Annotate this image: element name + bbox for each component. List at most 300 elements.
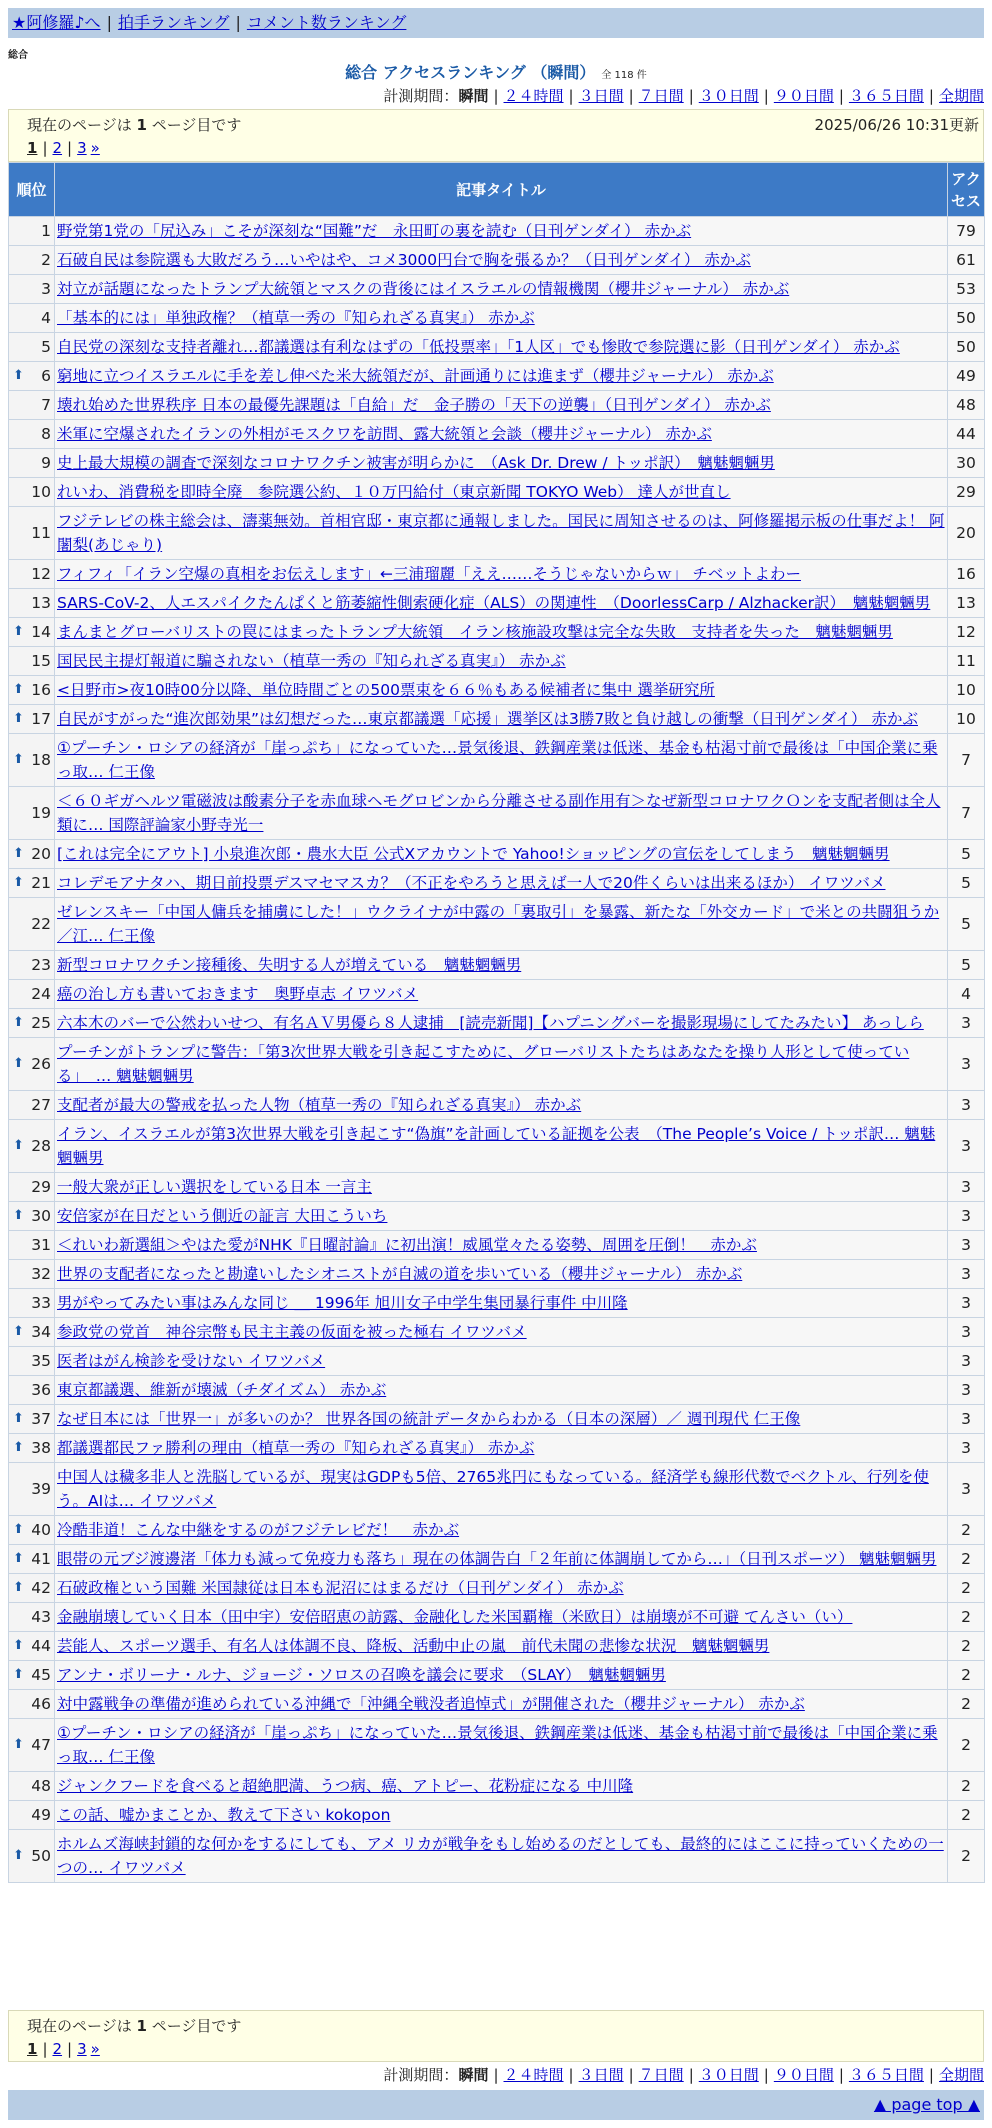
table-row [9,478,985,507]
access-count: 13 [948,589,985,618]
pagination: 1 | 2 | 3 » [27,139,100,157]
period-90d-link[interactable]: ９０日間 [773,2066,834,2084]
article-link[interactable]: 安倍家が在日だという側近の証言 大田こういち [57,1207,388,1225]
table-row [9,1173,985,1202]
period-current: 瞬間 [458,87,489,105]
rank-cell [9,951,55,980]
rank-cell [9,1289,55,1318]
article-link[interactable]: SARS-CoV-2、人エスパイクたんぱくと筋萎縮性側索硬化症（ALS）の関連性 （DoorlessCarp / Alzhacker訳） 魑魅魍魎男 [57,594,931,612]
title-cell [55,246,948,275]
article-link[interactable]: 東京都議選、維新が壊滅（チダイズム） 赤かぶ [57,1381,387,1399]
title-cell [55,705,948,734]
period-7d-link[interactable]: ７日間 [638,2066,684,2084]
rank-number: 10 [31,483,51,501]
rank-number: 26 [31,1055,51,1073]
table-row [9,1009,985,1038]
access-count: 2 [948,1719,985,1772]
title-cell [55,362,948,391]
rank-number: 43 [31,1608,51,1626]
rank-number: 33 [31,1294,51,1312]
title-cell [55,333,948,362]
article-link[interactable]: 国民民主提灯報道に騙されない（植草一秀の『知られざる真実』） 赤かぶ [57,652,566,670]
rank-cell [9,560,55,589]
rank-number: 16 [31,681,51,699]
table-row [9,1719,985,1772]
rank-number: 34 [31,1323,51,1341]
article-link[interactable]: 一般大衆が正しい選択をしている日本 一言主 [57,1178,372,1196]
header-rank: 順位 [9,163,55,217]
article-link[interactable]: フジテレビの株主総会は、濤薬無効。首相官邸・東京都に通報しました。国民に周知させるのは、阿修羅掲示板の仕事だよ！ 阿闍梨(あじゃり) [57,512,945,554]
rank-number: 41 [31,1550,51,1568]
next-page-link[interactable]: » [90,139,100,157]
table-row [9,1318,985,1347]
rank-up-arrow-icon: ⬆ [13,1522,24,1537]
article-link[interactable]: ジャンクフードを食べると超絶肥満、うつ病、癌、アトピー、花粉症になる 中川隆 [57,1777,634,1795]
title-cell [55,391,948,420]
article-link[interactable]: この話、嘘かまことか、教えて下さい kokopon [57,1806,391,1824]
table-row [9,1690,985,1719]
table-row [9,217,985,246]
rank-number: 44 [31,1637,51,1655]
table-row [9,676,985,705]
period-all-link[interactable]: 全期間 [938,87,984,105]
access-count: 49 [948,362,985,391]
access-count: 3 [948,1202,985,1231]
rank-cell [9,1038,55,1091]
article-link[interactable]: ①プーチン・ロシアの経済が「崖っぷち」になっていた…景気後退、鉄鋼産業は低迷、基金も枯渇寸前で最後は「中国企業に乗っ取… 仁王像 [57,1724,938,1766]
rank-number: 6 [41,367,51,385]
table-row [9,1463,985,1516]
table-row [9,507,985,560]
article-link[interactable]: ゼレンスキー「中国人傭兵を捕虜にした！」ウクライナが中露の「裏取引」を暴露、新たな「外交カード」で米との共闘狙うか／江… 仁王像 [57,903,940,945]
rank-up-arrow-icon: ⬆ [13,1638,24,1653]
rank-up-arrow-icon: ⬆ [13,1580,24,1595]
rank-cell [9,1405,55,1434]
access-count: 29 [948,478,985,507]
article-link[interactable]: 都議選都民ファ勝利の理由（植草一秀の『知られざる真実』） 赤かぶ [57,1439,535,1457]
category-label: 総合 [8,50,28,61]
table-row [9,362,985,391]
title-cell [55,1038,948,1091]
page-1-current: 1 [27,2040,38,2058]
rank-up-arrow-icon: ⬆ [13,1015,24,1030]
rank-cell [9,676,55,705]
title-cell [55,951,948,980]
article-link[interactable]: 対立が話題になったトランプ大統領とマスクの背後にはイスラエルの情報機関（櫻井ジャーナル） 赤かぶ [57,280,790,298]
access-count: 7 [948,734,985,787]
period-365d-link[interactable]: ３６５日間 [848,87,924,105]
title-cell [55,1632,948,1661]
rank-number: 49 [31,1806,51,1824]
rank-number: 31 [31,1236,51,1254]
period-90d-link[interactable]: ９０日間 [773,87,834,105]
rank-number: 27 [31,1096,51,1114]
article-link[interactable]: イラン、イスラエルが第3次世界大戦を引き起こす“偽旗”を計画している証拠を公表 （The People’s Voice / トッポ訳… 魑魅魍魎男 [57,1125,936,1167]
title-cell [55,1289,948,1318]
article-link[interactable]: 新型コロナワクチン接種後、失明する人が増えている 魑魅魍魎男 [57,956,522,974]
title-cell [55,1801,948,1830]
table-row [9,869,985,898]
access-count: 2 [948,1830,985,1883]
access-count: 12 [948,618,985,647]
rank-number: 25 [31,1014,51,1032]
article-link[interactable]: 冷酷非道！こんな中継をするのがフジテレビだ！ 赤かぶ [57,1521,460,1539]
table-row [9,647,985,676]
ranking-table [8,162,985,1883]
rank-cell [9,1830,55,1883]
article-link[interactable]: 中国人は穢多非人と洗脳しているが、現実はGDPも5倍、2765兆円にもなっている。経済学も線形代数でベクトル、行列を使う。AIは… イワツバメ [57,1468,929,1510]
rank-number: 17 [31,710,51,728]
access-count: 2 [948,1661,985,1690]
title-cell [55,507,948,560]
rank-cell [9,333,55,362]
title-cell [55,1830,948,1883]
access-count: 3 [948,1173,985,1202]
period-3d-link[interactable]: ３日間 [578,2066,624,2084]
title-cell [55,1661,948,1690]
access-count: 3 [948,1318,985,1347]
nav-clap-ranking-link[interactable]: 拍手ランキング [117,13,230,32]
article-link[interactable]: 「基本的には」単独政権？（植草一秀の『知られざる真実』） 赤かぶ [57,309,535,327]
rank-number: 50 [31,1847,51,1865]
title-cell [55,589,948,618]
table-row [9,1574,985,1603]
rank-up-arrow-icon: ⬆ [13,846,24,861]
title-cell [55,1574,948,1603]
table-row [9,1289,985,1318]
nav-home-link[interactable]: ★阿修羅♪へ [12,13,101,32]
rank-number: 2 [41,251,51,269]
access-count: 10 [948,676,985,705]
article-link[interactable]: 壊れ始めた世界秩序 日本の最優先課題は「自給」だ 金子勝の「天下の逆襲」（日刊ゲンダイ） 赤かぶ [57,396,771,414]
rank-cell [9,647,55,676]
period-label: 計測期間： [383,87,459,105]
nav-comment-ranking-link[interactable]: コメント数ランキング [246,13,407,32]
rank-number: 29 [31,1178,51,1196]
top-nav-bar: ★阿修羅♪へ | 拍手ランキング | コメント数ランキング [8,8,984,38]
table-header [9,163,985,217]
article-link[interactable]: れいわ、消費税を即時全廃 参院選公約、１０万円給付（東京新聞 TOKYO Web） 達人が世直し [57,483,731,501]
rank-cell [9,980,55,1009]
rank-up-arrow-icon: ⬆ [13,1411,24,1426]
updated-timestamp: 2025/06/26 10:31更新 [814,116,979,134]
access-count: 16 [948,560,985,589]
article-link[interactable]: 眼帯の元ブジ渡邊渚「体力も減って免疫力も落ち」現在の体調告白「２年前に体調崩してから…」（日刊スポーツ） 魑魅魍魎男 [57,1550,937,1568]
article-link[interactable]: 世界の支配者になったと勘違いしたシオニストが自滅の道を歩いている（櫻井ジャーナル） 赤かぶ [57,1265,743,1283]
period-3d-link[interactable]: ３日間 [578,87,624,105]
title-cell [55,478,948,507]
title-cell [55,1318,948,1347]
article-link[interactable]: 癌の治し方も書いておきます 奥野卓志 イワツバメ [57,985,419,1003]
table-row [9,1202,985,1231]
page-1-current: 1 [27,139,38,157]
rank-number: 37 [31,1410,51,1428]
title-cell [55,840,948,869]
table-row [9,1376,985,1405]
access-count: 2 [948,1574,985,1603]
title-cell [55,980,948,1009]
table-row [9,246,985,275]
title-cell [55,1091,948,1120]
table-row [9,1516,985,1545]
rank-number: 9 [41,454,51,472]
title-cell [55,1463,948,1516]
item-count: 全 118 件 [601,70,647,81]
table-row [9,787,985,840]
access-count: 2 [948,1772,985,1801]
article-link[interactable]: ＜れいわ新選組＞やはた愛がNHK『日曜討論』に初出演！威風堂々たる姿勢、周囲を圧倒！ 赤かぶ [57,1236,757,1254]
access-count: 3 [948,1434,985,1463]
article-link[interactable]: ＜６０ギガヘルツ電磁波は酸素分子を赤血球ヘモグロビンから分離させる副作用有＞なぜ新型コロナワクＯンを支配者側は全人類に… 国際評論家小野寺光一 [57,792,941,834]
rank-number: 45 [31,1666,51,1684]
title-cell [55,1405,948,1434]
access-count: 7 [948,787,985,840]
rank-number: 13 [31,594,51,612]
article-link[interactable]: 史上最大規模の調査で深刻なコロナワクチン被害が明らかに （Ask Dr. Drew / トッポ訳） 魑魅魍魎男 [57,454,775,472]
access-count: 3 [948,1091,985,1120]
title-cell [55,1719,948,1772]
article-link[interactable]: 六本木のバーで公然わいせつ、有名ＡＶ男優ら８人逮捕 [読売新聞]【ハプニングバーを撮影現場にしてたみたい】 あっしら [57,1014,924,1032]
access-count: 3 [948,1463,985,1516]
rank-number: 40 [31,1521,51,1539]
access-count: 79 [948,217,985,246]
table-row [9,391,985,420]
table-row [9,449,985,478]
rank-number: 36 [31,1381,51,1399]
article-link[interactable]: アンナ・ボリーナ・ルナ、ジョージ・ソロスの召喚を議会に要求 （SLAY） 魑魅魍魎男 [57,1666,666,1684]
page-3-link[interactable]: 3 [77,139,87,157]
title-cell [55,898,948,951]
header-title: 記事タイトル [55,163,948,217]
table-row [9,705,985,734]
article-link[interactable]: [これは完全にアウト] 小泉進次郎・農水大臣 公式Xアカウントで Yahoo!ショッピングの宣伝をしてしまう 魑魅魍魎男 [57,845,890,863]
period-24h-link[interactable]: ２４時間 [503,2066,564,2084]
table-row [9,898,985,951]
article-link[interactable]: 対中露戦争の準備が進められている沖縄で「沖縄全戦没者追悼式」が開催された（櫻井ジャーナル） 赤かぶ [57,1695,805,1713]
rank-up-arrow-icon: ⬆ [13,1737,24,1752]
title-cell [55,676,948,705]
article-link[interactable]: まんまとグローバリストの罠にはまったトランプ大統領 イラン核施設攻撃は完全な失敗 支持者を失った 魑魅魍魎男 [57,623,893,641]
rank-cell [9,1545,55,1574]
access-count: 2 [948,1545,985,1574]
rank-cell [9,705,55,734]
rank-up-arrow-icon: ⬆ [13,1440,24,1455]
rank-cell [9,734,55,787]
period-selector-top: 計測期間：瞬間 | ２４時間 | ３日間 | ７日間 | ３０日間 | ９０日間 | ３６５日間 | 全期間 [383,87,984,105]
table-row [9,1347,985,1376]
article-link[interactable]: フィフィ「イラン空爆の真相をお伝えします」←三浦瑠麗「ええ……そうじゃないからｗ」 チベットよわー [57,565,801,583]
period-24h-link[interactable]: ２４時間 [503,87,564,105]
table-row [9,1661,985,1690]
rank-cell [9,304,55,333]
rank-cell [9,420,55,449]
table-row [9,1545,985,1574]
title-cell [55,217,948,246]
title-cell [55,618,948,647]
period-all-link[interactable]: 全期間 [938,2066,984,2084]
period-30d-link[interactable]: ３０日間 [698,2066,759,2084]
rank-number: 21 [31,874,51,892]
rank-number: 32 [31,1265,51,1283]
title-cell [55,449,948,478]
rank-up-arrow-icon: ⬆ [13,711,24,726]
table-row [9,1231,985,1260]
table-row [9,420,985,449]
rank-cell [9,589,55,618]
access-count: 11 [948,647,985,676]
rank-up-arrow-icon: ⬆ [13,624,24,639]
title-cell [55,1376,948,1405]
rank-up-arrow-icon: ⬆ [13,1551,24,1566]
rank-cell [9,1661,55,1690]
rank-up-arrow-icon: ⬆ [13,1208,24,1223]
rank-number: 38 [31,1439,51,1457]
rank-number: 12 [31,565,51,583]
table-row [9,1405,985,1434]
rank-cell [9,391,55,420]
table-row [9,1772,985,1801]
title-cell [55,1231,948,1260]
access-count: 5 [948,898,985,951]
title-cell [55,275,948,304]
page-2-link[interactable]: 2 [52,2040,63,2058]
title-cell [55,1347,948,1376]
article-link[interactable]: 支配者が最大の警戒を払った人物（植草一秀の『知られざる真実』） 赤かぶ [57,1096,582,1114]
article-link[interactable]: 自民がすがった“進次郎効果”は幻想だった…東京都議選「応援」選挙区は3勝7敗と負け越しの衝撃（日刊ゲンダイ） 赤かぶ [57,710,918,728]
article-link[interactable]: 石破自民は参院選も大敗だろう…いやはや、コメ3000円台で胸を張るか？（日刊ゲンダイ） 赤かぶ [57,251,751,269]
article-link[interactable]: <日野市>夜10時00分以降、単位時間ごとの500票束を６６％もある候補者に集中 選挙研究所 [57,681,715,699]
rank-cell [9,1772,55,1801]
rank-number: 47 [31,1736,51,1754]
table-row [9,1632,985,1661]
rank-number: 8 [41,425,51,443]
article-link[interactable]: 金融崩壊していく日本（田中宇）安倍昭恵の訪露、金融化した米国覇権（米欧日）は崩壊が不可避 てんさい（い） [57,1608,853,1626]
access-count: 61 [948,246,985,275]
access-count: 3 [948,1231,985,1260]
rank-cell [9,1434,55,1463]
title-cell [55,1260,948,1289]
title-cell [55,1120,948,1173]
rank-cell [9,1801,55,1830]
rank-cell [9,1463,55,1516]
access-count: 53 [948,275,985,304]
table-row [9,951,985,980]
title-cell [55,1772,948,1801]
current-page-text: 現在のページは 1 ページ目です [27,116,242,134]
period-30d-link[interactable]: ３０日間 [698,87,759,105]
access-count: 3 [948,1347,985,1376]
rank-cell [9,1632,55,1661]
article-link[interactable]: 参政党の党首 神谷宗幣も民主主義の仮面を被った極右 イワツバメ [57,1323,527,1341]
rank-number: 39 [31,1480,51,1498]
article-link[interactable]: 窮地に立つイスラエルに手を差し伸べた米大統領だが、計画通りには進まず（櫻井ジャーナル） 赤かぶ [57,367,774,385]
pager-bottom [8,2010,984,2062]
next-page-link[interactable]: » [90,2040,100,2058]
rank-number: 30 [31,1207,51,1225]
article-link[interactable]: 自民党の深刻な支持者離れ…都議選は有利なはずの「低投票率」「1人区」でも惨敗で参院選に影（日刊ゲンダイ） 赤かぶ [57,338,900,356]
access-count: 50 [948,333,985,362]
article-link[interactable]: ホルムズ海峡封鎖的な何かをするにしても、アメ リカが戦争をもし始めるのだとしても、最終的にはここに持っていくための一つの… イワツバメ [57,1835,944,1877]
rank-up-arrow-icon: ⬆ [13,368,24,383]
access-count: 4 [948,980,985,1009]
rank-number: 7 [41,396,51,414]
table-row [9,275,985,304]
rank-up-arrow-icon: ⬆ [13,1056,24,1071]
table-row [9,734,985,787]
rank-cell [9,898,55,951]
page-3-link[interactable]: 3 [77,2040,87,2058]
page-2-link[interactable]: 2 [52,139,63,157]
rank-cell [9,618,55,647]
article-link[interactable]: ①プーチン・ロシアの経済が「崖っぷち」になっていた…景気後退、鉄鋼産業は低迷、基金も枯渇寸前で最後は「中国企業に乗っ取… 仁王像 [57,739,938,781]
rank-up-arrow-icon: ⬆ [13,875,24,890]
table-row [9,1120,985,1173]
article-link[interactable]: 医者はがん検診を受けない イワツバメ [57,1352,326,1370]
rank-cell [9,1120,55,1173]
access-count: 3 [948,1289,985,1318]
title-cell [55,1202,948,1231]
period-7d-link[interactable]: ７日間 [638,87,684,105]
article-link[interactable]: 男がやってみたい事はみんな同じ ＿ 1996年 旭川女子中学生集団暴行事件 中川隆 [57,1294,628,1312]
rank-number: 35 [31,1352,51,1370]
access-count: 3 [948,1038,985,1091]
rank-cell [9,1318,55,1347]
rank-up-arrow-icon: ⬆ [13,1667,24,1682]
rank-cell [9,1719,55,1772]
access-count: 5 [948,869,985,898]
rank-number: 23 [31,956,51,974]
article-link[interactable]: 石破政権という国難 米国隷従は日本も泥沼にはまるだけ（日刊ゲンダイ） 赤かぶ [57,1579,624,1597]
access-count: 3 [948,1009,985,1038]
title-cell [55,1173,948,1202]
rank-up-arrow-icon: ⬆ [13,1324,24,1339]
rank-number: 11 [31,524,51,542]
page-top-link[interactable]: ▲ page top ▲ [873,2095,980,2114]
access-count: 30 [948,449,985,478]
access-count: 20 [948,507,985,560]
pager-top [8,109,984,162]
access-count: 48 [948,391,985,420]
access-count: 3 [948,1376,985,1405]
access-count: 5 [948,951,985,980]
article-link[interactable]: 野党第1党の「尻込み」こそが深刻な“国難”だ 永田町の裏を読む（日刊ゲンダイ） 赤かぶ [57,222,692,240]
title-cell [55,304,948,333]
article-link[interactable]: なぜ日本には「世界一」が多いのか？ 世界各国の統計データからわかる（日本の深層）／ 週刊現代 仁王像 [57,1410,801,1428]
period-current: 瞬間 [458,2066,489,2084]
rank-number: 42 [31,1579,51,1597]
ranking-title: 総合 アクセスランキング （瞬間） [345,63,596,82]
article-link[interactable]: プーチンがトランプに警告：「第3次世界大戦を引き起こすために、グローバリストたちはあなたを操り人形として使っている」 … 魑魅魍魎男 [57,1043,910,1085]
rank-up-arrow-icon: ⬆ [13,1138,24,1153]
article-link[interactable]: 芸能人、スポーツ選手、有名人は体調不良、降板、活動中止の嵐 前代未聞の悲惨な状況 魑魅魍魎男 [57,1637,770,1655]
access-count: 2 [948,1632,985,1661]
article-link[interactable]: 米軍に空爆されたイランの外相がモスクワを訪問、露大統領と会談（櫻井ジャーナル） 赤かぶ [57,425,712,443]
title-cell [55,647,948,676]
title-cell [55,787,948,840]
title-cell [55,1009,948,1038]
table-row [9,1260,985,1289]
access-count: 2 [948,1801,985,1830]
period-365d-link[interactable]: ３６５日間 [848,2066,924,2084]
article-link[interactable]: コレデモアナタハ、期日前投票デスマセマスカ？（不正をやろうと思えば一人で20件くらいは出来るほか） イワツバメ [57,874,886,892]
table-row [9,618,985,647]
rank-number: 15 [31,652,51,670]
rank-up-arrow-icon: ⬆ [13,752,24,767]
rank-number: 28 [31,1137,51,1155]
page-title [8,60,984,82]
access-count: 10 [948,705,985,734]
title-cell [55,420,948,449]
